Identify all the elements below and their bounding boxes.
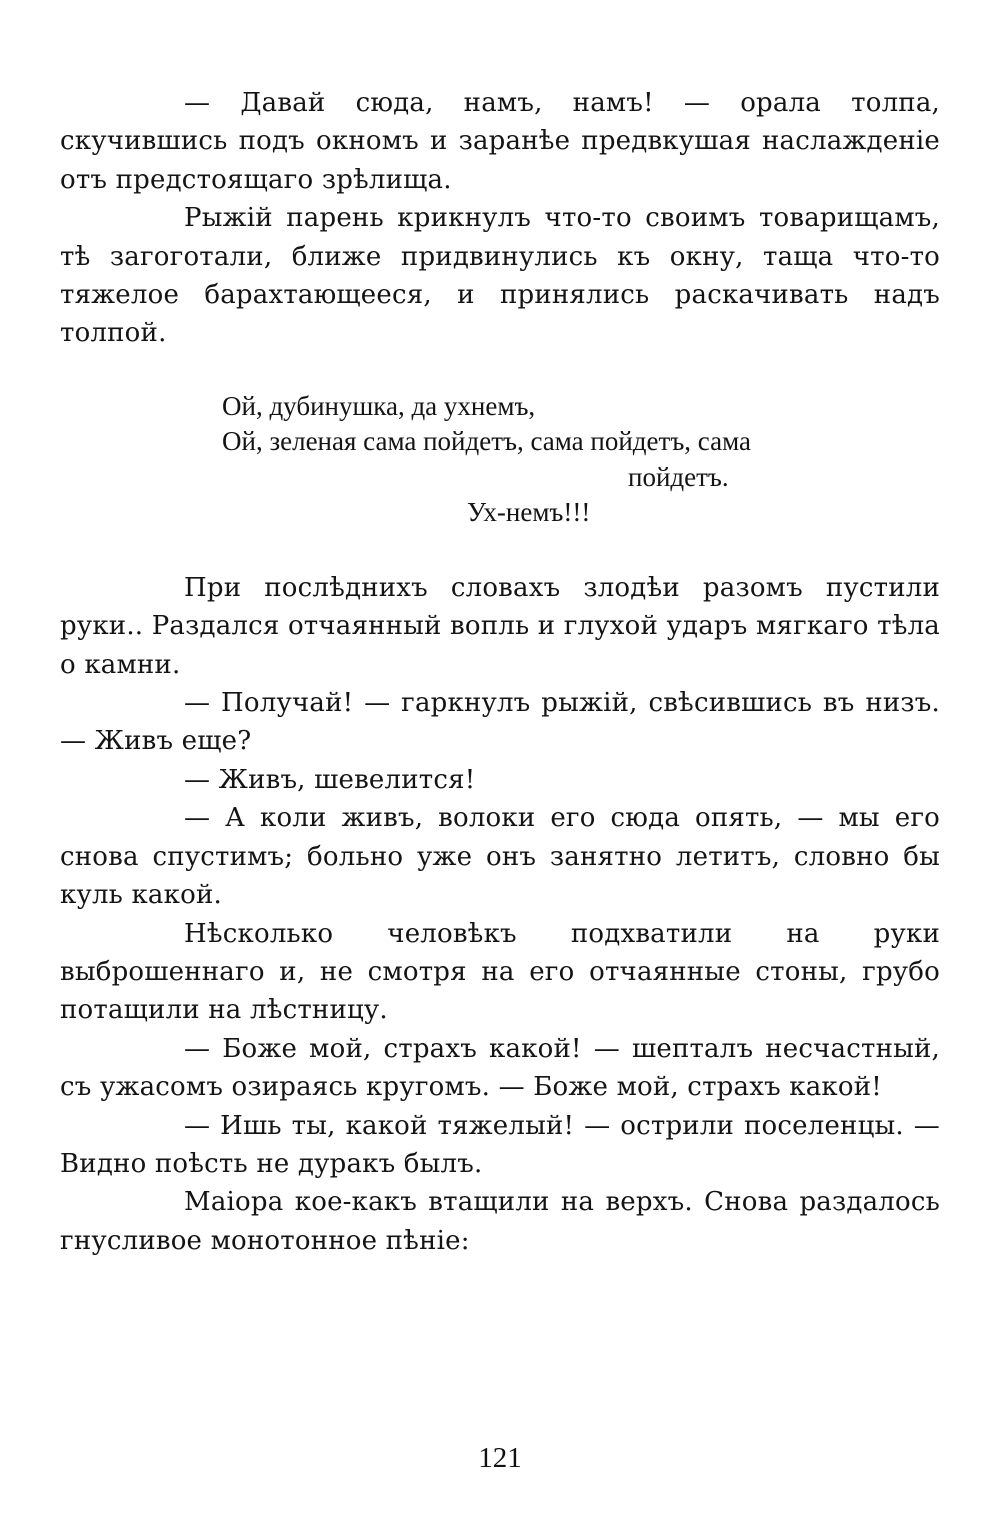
paragraph-crowd-shout: — Давай сюда, намъ, намъ! — орала толпа, скучившись подъ окномъ и заранѣе предвкушая наслажденіе отъ предстоящаго зрѣлища. <box>60 88 940 195</box>
paragraph-dialogue-alive: — Живъ, шевелится! <box>184 764 476 795</box>
page-body <box>60 84 940 1260</box>
paragraph-dialogue-get-it: — Получай! — гаркнулъ рыжій, свѣсившись въ низъ. — Живъ еще? <box>60 688 940 757</box>
paragraph-several-men: Нѣсколько человѣкъ подхватили на руки выброшеннаго и, не смотря на его отчаянные стоны, грубо потащили на лѣстницу. <box>60 918 940 1026</box>
verse-line-2-continuation: пойдетъ. <box>628 461 729 492</box>
paragraph-last-words: При послѣднихъ словахъ злодѣи разомъ пустили руки.. Раздался отчаянный вопль и глухой ударъ мягкаго тѣла о камни. <box>60 572 940 680</box>
song-verse <box>60 389 940 531</box>
page-number: 121 <box>478 1442 522 1474</box>
paragraph-dialogue-oh-god: — Боже мой, страхъ какой! — шепталъ несчастный, съ ужасомъ озираясь кругомъ. — Боже мой, страхъ какой! <box>60 1033 940 1103</box>
verse-line-2: Ой, зеленая сама пойдетъ, сама пойдетъ, сама <box>222 426 751 457</box>
paragraph-dialogue-heavy: — Ишь ты, какой тяжелый! — острили поселенцы. — Видно поѣсть не дуракъ былъ. <box>60 1110 940 1179</box>
verse-line-3: Ух-немъ!!! <box>467 497 591 528</box>
paragraph-dialogue-drag-again: — А коли живъ, волоки его сюда опять, — мы его снова спустимъ; больно уже онъ занятно летитъ, словно бы куль какой. <box>60 803 940 911</box>
paragraph-red-haired-lad: Рыжій парень крикнулъ что-то своимъ товарищамъ, тѣ загоготали, ближе придвинулись къ окну, таща что-то тяжелое барахтающееся, и принялись раскачивать надъ толпой. <box>60 203 940 349</box>
paragraph-major-dragged: Маіора кое-какъ втащили на верхъ. Снова раздалось гнусливое монотонное пѣніе: <box>60 1187 940 1256</box>
verse-line-1: Ой, дубинушка, да ухнемъ, <box>222 390 536 421</box>
